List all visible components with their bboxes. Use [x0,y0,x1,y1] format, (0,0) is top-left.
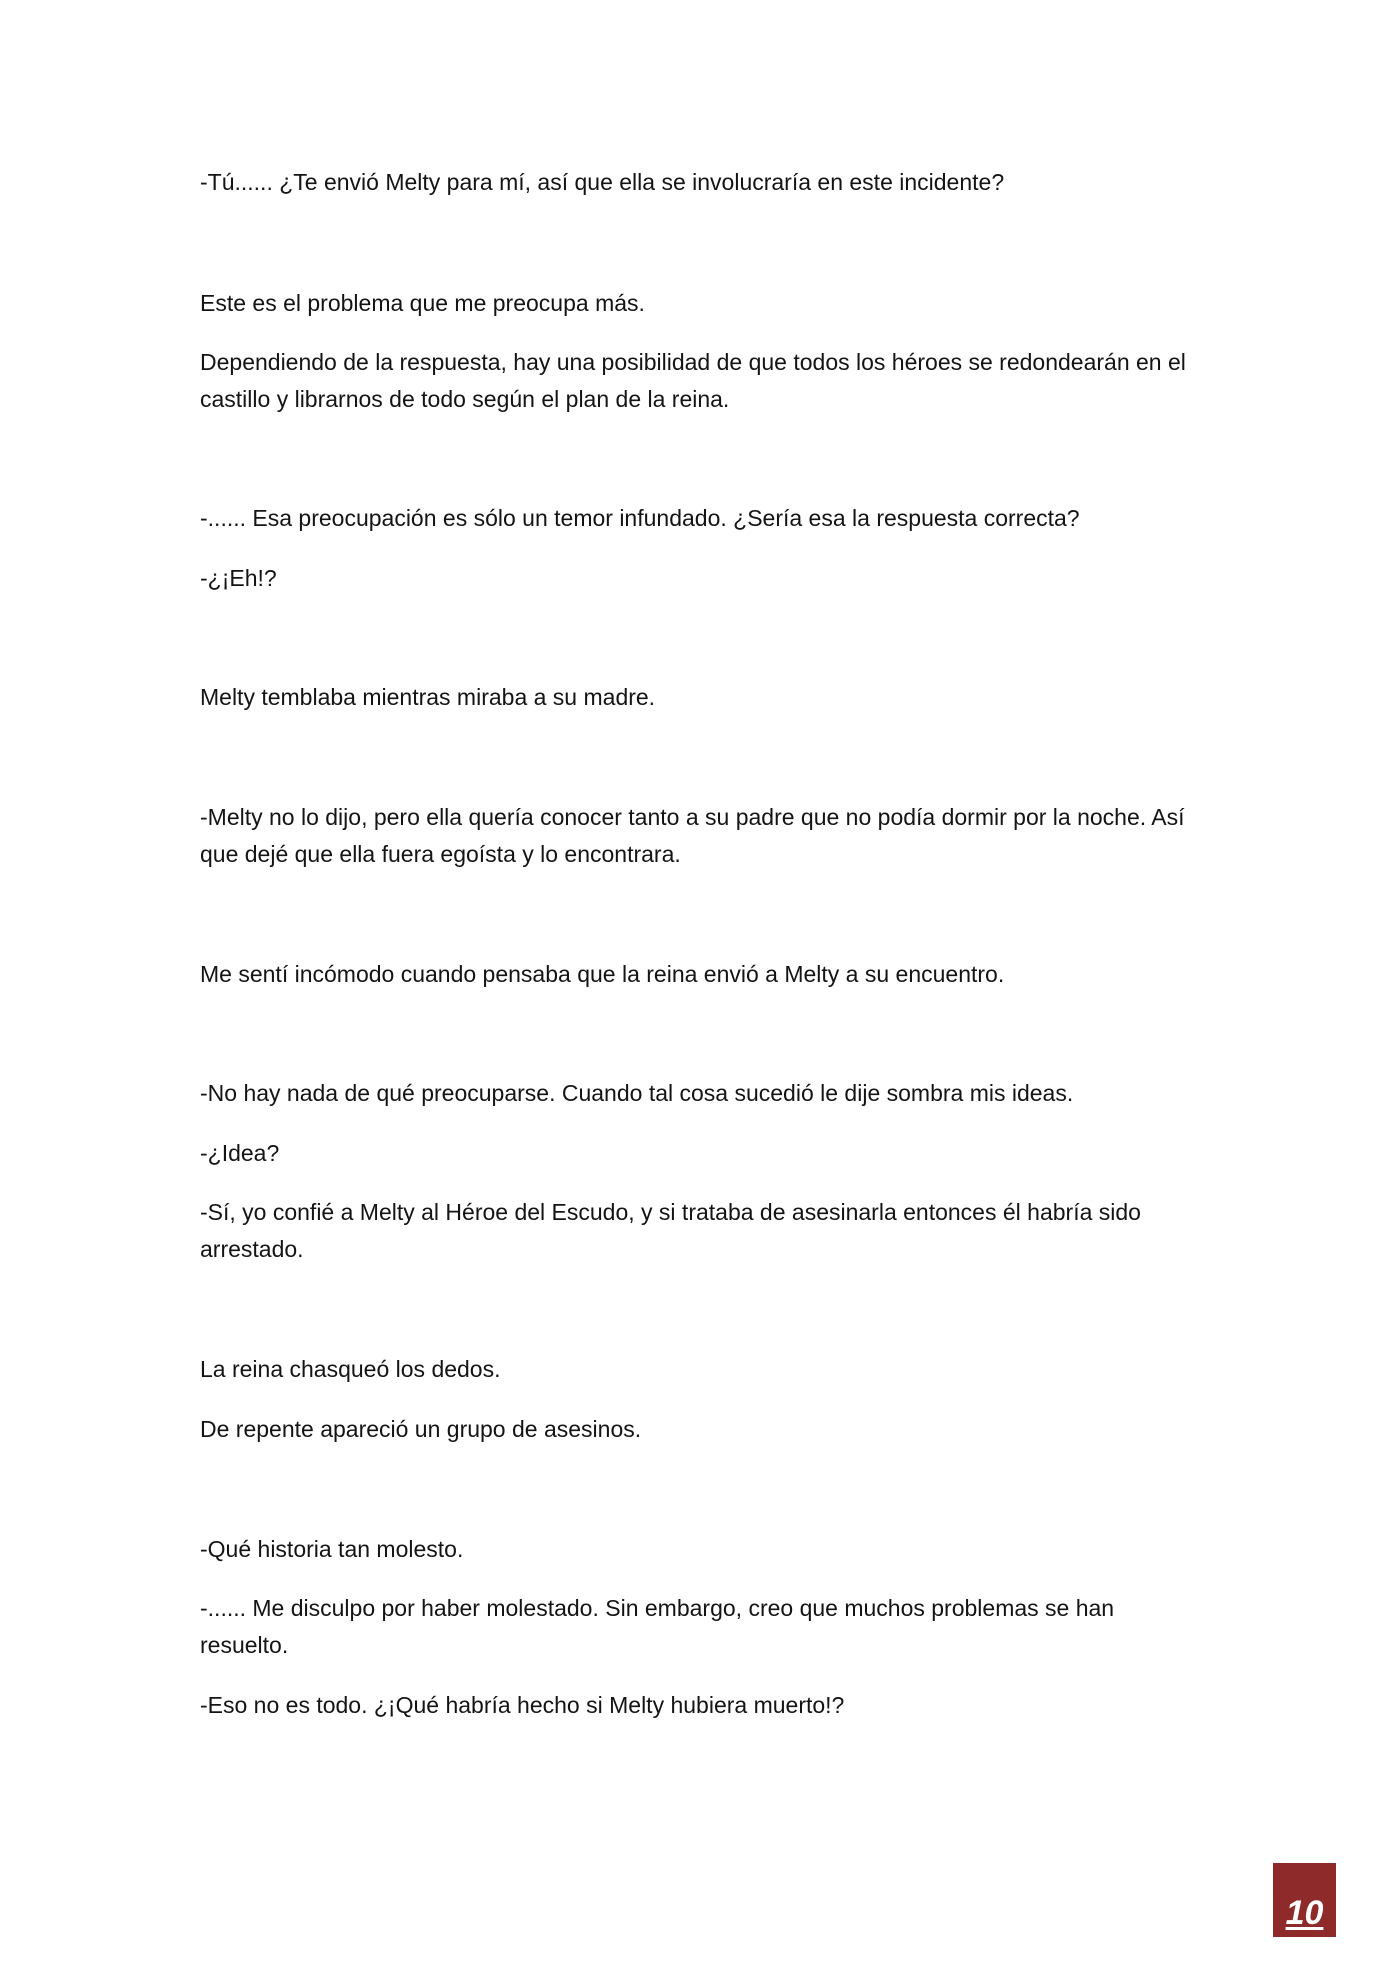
paragraph-10: -¿Idea? [200,1140,280,1166]
paragraph-12: La reina chasqueó los dedos. [200,1356,501,1382]
paragraph-13: De repente apareció un grupo de asesinos. [200,1416,642,1442]
paragraph-11: -Sí, yo confié a Melty al Héroe del Escudo, y si trataba de asesinarla entonces él habría sido arrestado. [200,1199,1141,1262]
page-number: 10 [1285,1894,1324,1932]
paragraph-6: Melty temblaba mientras miraba a su madre. [200,684,656,710]
paragraph-2: Este es el problema que me preocupa más. [200,290,645,316]
paragraph-14: -Qué historia tan molesto. [200,1536,464,1562]
paragraph-3: Dependiendo de la respuesta, hay una posibilidad de que todos los héroes se redondearán en el castillo y librarnos de todo según el plan de la reina. [200,349,1186,412]
paragraph-8: Me sentí incómodo cuando pensaba que la reina envió a Melty a su encuentro. [200,961,1005,987]
paragraph-15: -...... Me disculpo por haber molestado. Sin embargo, creo que muchos problemas se han resuelto. [200,1595,1115,1658]
paragraph-7: -Melty no lo dijo, pero ella quería conocer tanto a su padre que no podía dormir por la noche. Así que dejé que ella fuera egoísta y lo encontrara. [200,804,1185,867]
paragraph-9: -No hay nada de qué preocuparse. Cuando tal cosa sucedió le dije sombra mis ideas. [200,1080,1074,1106]
paragraph-1: -Tú...... ¿Te envió Melty para mí, así que ella se involucraría en este incidente? [200,169,1005,195]
paragraph-16: -Eso no es todo. ¿¡Qué habría hecho si Melty hubiera muerto!? [200,1692,845,1718]
paragraph-4: -...... Esa preocupación es sólo un temor infundado. ¿Sería esa la respuesta correcta? [200,505,1080,531]
page-number-badge [1273,1863,1336,1937]
paragraph-5: -¿¡Eh!? [200,565,277,591]
